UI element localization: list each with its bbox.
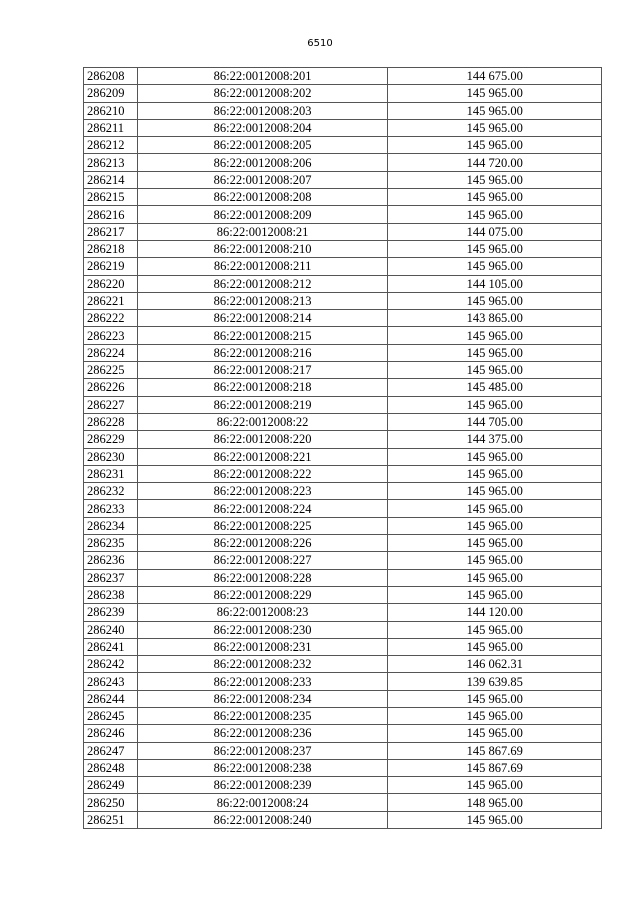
table-row: [84, 656, 602, 673]
value-cell: 145 965.00: [388, 707, 602, 724]
cadastral-number-cell: 86:22:0012008:225: [137, 517, 388, 534]
page-number: 6510: [307, 38, 333, 49]
value-cell: 146 062.31: [388, 656, 602, 673]
cadastral-number-cell: 86:22:0012008:218: [137, 379, 388, 396]
table-row: [84, 431, 602, 448]
value-cell: 145 965.00: [388, 396, 602, 413]
cadastral-number-cell: 86:22:0012008:235: [137, 707, 388, 724]
cadastral-number-cell: 86:22:0012008:212: [137, 275, 388, 292]
table-row: [84, 240, 602, 257]
row-number-cell: 286235: [84, 535, 138, 552]
table-row: [84, 690, 602, 707]
table-row: [84, 379, 602, 396]
registry-table: [83, 67, 602, 829]
cadastral-number-cell: 86:22:0012008:23: [137, 604, 388, 621]
cadastral-number-cell: 86:22:0012008:210: [137, 240, 388, 257]
table-row: [84, 137, 602, 154]
table-row: [84, 68, 602, 85]
value-cell: 145 965.00: [388, 621, 602, 638]
table-row: [84, 448, 602, 465]
row-number-cell: 286230: [84, 448, 138, 465]
row-number-cell: 286251: [84, 811, 138, 828]
table-row: [84, 500, 602, 517]
cadastral-number-cell: 86:22:0012008:203: [137, 102, 388, 119]
value-cell: 145 965.00: [388, 102, 602, 119]
table-row: [84, 535, 602, 552]
table-row: [84, 465, 602, 482]
row-number-cell: 286224: [84, 344, 138, 361]
row-number-cell: 286214: [84, 171, 138, 188]
cadastral-number-cell: 86:22:0012008:204: [137, 119, 388, 136]
table-row: [84, 725, 602, 742]
row-number-cell: 286223: [84, 327, 138, 344]
table-row: [84, 707, 602, 724]
row-number-cell: 286239: [84, 604, 138, 621]
table-row: [84, 344, 602, 361]
value-cell: 145 965.00: [388, 240, 602, 257]
cadastral-number-cell: 86:22:0012008:208: [137, 189, 388, 206]
table-row: [84, 604, 602, 621]
cadastral-number-cell: 86:22:0012008:201: [137, 68, 388, 85]
row-number-cell: 286212: [84, 137, 138, 154]
cadastral-number-cell: 86:22:0012008:236: [137, 725, 388, 742]
row-number-cell: 286228: [84, 413, 138, 430]
cadastral-number-cell: 86:22:0012008:206: [137, 154, 388, 171]
value-cell: 145 965.00: [388, 690, 602, 707]
value-cell: 145 965.00: [388, 500, 602, 517]
value-cell: 145 965.00: [388, 811, 602, 828]
table-row: [84, 517, 602, 534]
row-number-cell: 286249: [84, 777, 138, 794]
table-row: [84, 102, 602, 119]
row-number-cell: 286237: [84, 569, 138, 586]
row-number-cell: 286209: [84, 85, 138, 102]
value-cell: 145 965.00: [388, 119, 602, 136]
table-row: [84, 154, 602, 171]
value-cell: 145 965.00: [388, 586, 602, 603]
value-cell: 145 867.69: [388, 759, 602, 776]
cadastral-number-cell: 86:22:0012008:220: [137, 431, 388, 448]
cadastral-number-cell: 86:22:0012008:229: [137, 586, 388, 603]
row-number-cell: 286232: [84, 483, 138, 500]
value-cell: 145 965.00: [388, 465, 602, 482]
cadastral-number-cell: 86:22:0012008:207: [137, 171, 388, 188]
cadastral-number-cell: 86:22:0012008:234: [137, 690, 388, 707]
table-row: [84, 742, 602, 759]
row-number-cell: 286240: [84, 621, 138, 638]
value-cell: 145 965.00: [388, 448, 602, 465]
table-row: [84, 327, 602, 344]
cadastral-number-cell: 86:22:0012008:216: [137, 344, 388, 361]
cadastral-number-cell: 86:22:0012008:231: [137, 638, 388, 655]
row-number-cell: 286217: [84, 223, 138, 240]
cadastral-number-cell: 86:22:0012008:21: [137, 223, 388, 240]
cadastral-number-cell: 86:22:0012008:232: [137, 656, 388, 673]
row-number-cell: 286231: [84, 465, 138, 482]
value-cell: 144 375.00: [388, 431, 602, 448]
value-cell: 144 105.00: [388, 275, 602, 292]
cadastral-number-cell: 86:22:0012008:22: [137, 413, 388, 430]
row-number-cell: 286222: [84, 310, 138, 327]
row-number-cell: 286246: [84, 725, 138, 742]
table-row: [84, 811, 602, 828]
value-cell: 143 865.00: [388, 310, 602, 327]
cadastral-number-cell: 86:22:0012008:214: [137, 310, 388, 327]
cadastral-number-cell: 86:22:0012008:205: [137, 137, 388, 154]
table-row: [84, 292, 602, 309]
value-cell: 148 965.00: [388, 794, 602, 811]
cadastral-number-cell: 86:22:0012008:215: [137, 327, 388, 344]
value-cell: 139 639.85: [388, 673, 602, 690]
row-number-cell: 286238: [84, 586, 138, 603]
cadastral-number-cell: 86:22:0012008:222: [137, 465, 388, 482]
row-number-cell: 286248: [84, 759, 138, 776]
cadastral-number-cell: 86:22:0012008:202: [137, 85, 388, 102]
value-cell: 145 965.00: [388, 569, 602, 586]
row-number-cell: 286233: [84, 500, 138, 517]
table-row: [84, 396, 602, 413]
row-number-cell: 286250: [84, 794, 138, 811]
table-row: [84, 673, 602, 690]
table-row: [84, 119, 602, 136]
table-row: [84, 794, 602, 811]
cadastral-number-cell: 86:22:0012008:219: [137, 396, 388, 413]
row-number-cell: 286208: [84, 68, 138, 85]
registry-table-body: [84, 68, 602, 829]
value-cell: 145 965.00: [388, 362, 602, 379]
table-row: [84, 413, 602, 430]
row-number-cell: 286236: [84, 552, 138, 569]
table-row: [84, 275, 602, 292]
cadastral-number-cell: 86:22:0012008:223: [137, 483, 388, 500]
value-cell: 145 867.69: [388, 742, 602, 759]
table-row: [84, 483, 602, 500]
table-row: [84, 310, 602, 327]
table-row: [84, 586, 602, 603]
row-number-cell: 286219: [84, 258, 138, 275]
cadastral-number-cell: 86:22:0012008:209: [137, 206, 388, 223]
row-number-cell: 286245: [84, 707, 138, 724]
row-number-cell: 286225: [84, 362, 138, 379]
value-cell: 145 965.00: [388, 85, 602, 102]
table-row: [84, 189, 602, 206]
value-cell: 145 965.00: [388, 137, 602, 154]
cadastral-number-cell: 86:22:0012008:230: [137, 621, 388, 638]
row-number-cell: 286247: [84, 742, 138, 759]
row-number-cell: 286243: [84, 673, 138, 690]
value-cell: 144 120.00: [388, 604, 602, 621]
row-number-cell: 286216: [84, 206, 138, 223]
row-number-cell: 286218: [84, 240, 138, 257]
cadastral-number-cell: 86:22:0012008:226: [137, 535, 388, 552]
table-row: [84, 206, 602, 223]
table-row: [84, 85, 602, 102]
row-number-cell: 286242: [84, 656, 138, 673]
value-cell: 144 705.00: [388, 413, 602, 430]
row-number-cell: 286221: [84, 292, 138, 309]
cadastral-number-cell: 86:22:0012008:228: [137, 569, 388, 586]
value-cell: 145 965.00: [388, 638, 602, 655]
table-row: [84, 258, 602, 275]
row-number-cell: 286226: [84, 379, 138, 396]
value-cell: 145 965.00: [388, 258, 602, 275]
table-row: [84, 638, 602, 655]
value-cell: 145 965.00: [388, 189, 602, 206]
table-row: [84, 223, 602, 240]
table-row: [84, 362, 602, 379]
table-row: [84, 621, 602, 638]
row-number-cell: 286227: [84, 396, 138, 413]
table-row: [84, 171, 602, 188]
value-cell: 145 965.00: [388, 344, 602, 361]
cadastral-number-cell: 86:22:0012008:227: [137, 552, 388, 569]
row-number-cell: 286244: [84, 690, 138, 707]
row-number-cell: 286213: [84, 154, 138, 171]
table-row: [84, 759, 602, 776]
table-row: [84, 569, 602, 586]
value-cell: 145 965.00: [388, 517, 602, 534]
cadastral-number-cell: 86:22:0012008:240: [137, 811, 388, 828]
table-row: [84, 552, 602, 569]
value-cell: 145 965.00: [388, 483, 602, 500]
value-cell: 145 965.00: [388, 552, 602, 569]
cadastral-number-cell: 86:22:0012008:237: [137, 742, 388, 759]
cadastral-number-cell: 86:22:0012008:238: [137, 759, 388, 776]
value-cell: 145 965.00: [388, 535, 602, 552]
cadastral-number-cell: 86:22:0012008:24: [137, 794, 388, 811]
row-number-cell: 286241: [84, 638, 138, 655]
value-cell: 145 965.00: [388, 777, 602, 794]
row-number-cell: 286234: [84, 517, 138, 534]
value-cell: 144 720.00: [388, 154, 602, 171]
row-number-cell: 286211: [84, 119, 138, 136]
cadastral-number-cell: 86:22:0012008:213: [137, 292, 388, 309]
value-cell: 145 965.00: [388, 292, 602, 309]
row-number-cell: 286220: [84, 275, 138, 292]
value-cell: 144 675.00: [388, 68, 602, 85]
table-row: [84, 777, 602, 794]
value-cell: 145 965.00: [388, 171, 602, 188]
row-number-cell: 286210: [84, 102, 138, 119]
row-number-cell: 286229: [84, 431, 138, 448]
cadastral-number-cell: 86:22:0012008:217: [137, 362, 388, 379]
cadastral-number-cell: 86:22:0012008:239: [137, 777, 388, 794]
cadastral-number-cell: 86:22:0012008:233: [137, 673, 388, 690]
value-cell: 145 965.00: [388, 725, 602, 742]
cadastral-number-cell: 86:22:0012008:211: [137, 258, 388, 275]
cadastral-number-cell: 86:22:0012008:224: [137, 500, 388, 517]
cadastral-number-cell: 86:22:0012008:221: [137, 448, 388, 465]
row-number-cell: 286215: [84, 189, 138, 206]
value-cell: 145 965.00: [388, 206, 602, 223]
value-cell: 144 075.00: [388, 223, 602, 240]
value-cell: 145 965.00: [388, 327, 602, 344]
value-cell: 145 485.00: [388, 379, 602, 396]
